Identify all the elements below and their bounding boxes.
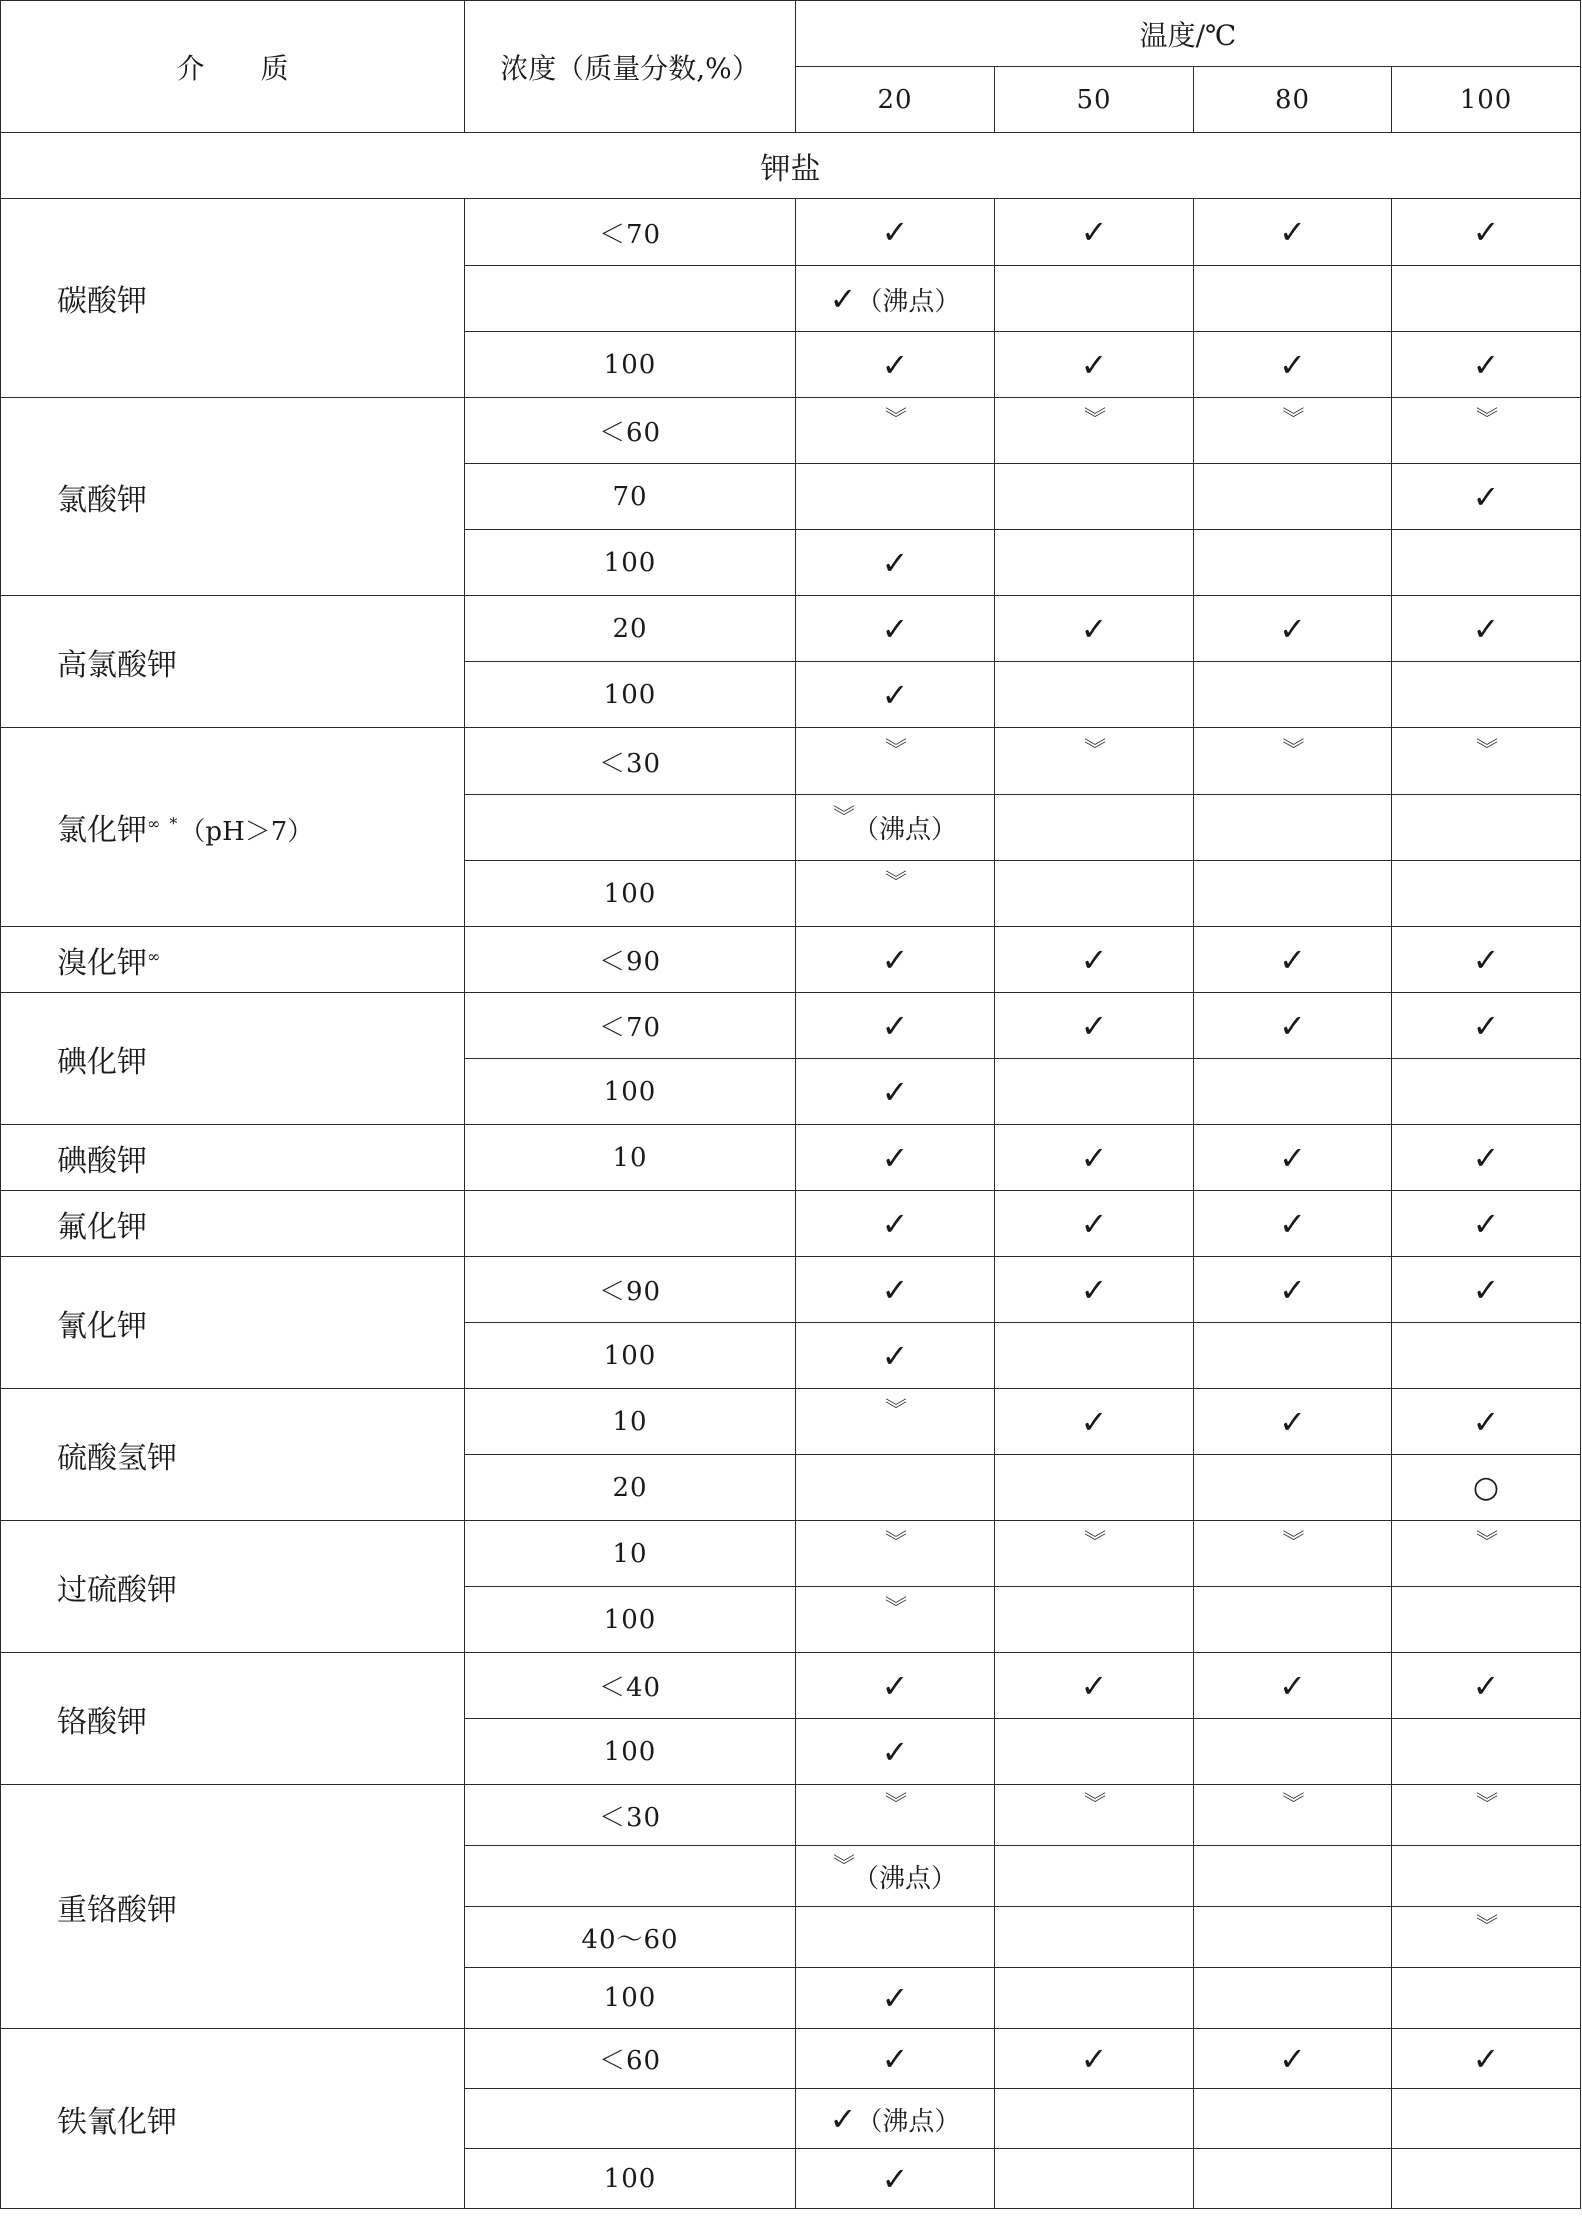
concentration-cell: 100 bbox=[465, 1323, 796, 1389]
rating-cell bbox=[995, 1257, 1194, 1323]
rating-cell bbox=[995, 993, 1194, 1059]
double-chevron-icon: ︾ bbox=[1282, 1530, 1303, 1555]
empty-cell bbox=[1194, 1846, 1392, 1907]
medium-name: 高氯酸钾 bbox=[57, 647, 177, 683]
empty-cell bbox=[995, 266, 1194, 332]
rating-cell bbox=[796, 993, 995, 1059]
rating-cell bbox=[796, 596, 995, 662]
rating-cell bbox=[796, 1907, 995, 1968]
empty-cell bbox=[1392, 795, 1581, 861]
medium-name: 铬酸钾 bbox=[57, 1704, 147, 1740]
rating-cell bbox=[1392, 199, 1581, 266]
check-mark-icon: ✓ bbox=[881, 1732, 909, 1771]
rating-cell bbox=[1392, 1191, 1581, 1257]
rating-cell bbox=[995, 1323, 1194, 1389]
rating-cell bbox=[1392, 1389, 1581, 1455]
concentration-cell: 20 bbox=[465, 596, 796, 662]
check-mark-icon: ✓ bbox=[881, 2159, 909, 2198]
table-row bbox=[1, 1785, 1581, 1846]
rating-cell bbox=[796, 662, 995, 728]
check-mark-icon: ✓ bbox=[1080, 1270, 1108, 1309]
header-temp-cell: 80 bbox=[1194, 67, 1392, 133]
check-mark-icon: ✓ bbox=[881, 1072, 909, 1111]
check-mark-icon: ✓ bbox=[1472, 1138, 1500, 1177]
medium-cell bbox=[1, 1521, 465, 1653]
rating-cell bbox=[1194, 1455, 1392, 1521]
check-mark-icon: ✓ bbox=[1080, 940, 1108, 979]
check-mark-icon: ✓ bbox=[1472, 1402, 1500, 1441]
table-row bbox=[1, 2029, 1581, 2089]
medium-note: （pH＞7） bbox=[179, 817, 314, 847]
medium-cell bbox=[1, 2029, 465, 2209]
concentration-cell bbox=[465, 795, 796, 861]
medium-cell bbox=[1, 199, 465, 398]
rating-cell bbox=[1194, 1785, 1392, 1846]
rating-cell bbox=[995, 199, 1194, 266]
rating-cell bbox=[1392, 1719, 1581, 1785]
rating-cell bbox=[796, 530, 995, 596]
circle-icon: ○ bbox=[1472, 1470, 1500, 1505]
rating-cell bbox=[1194, 1389, 1392, 1455]
medium-name: 铁氰化钾 bbox=[57, 2104, 177, 2140]
rating-cell bbox=[1194, 464, 1392, 530]
double-chevron-icon: ︾ bbox=[1476, 737, 1497, 763]
rating-cell bbox=[796, 728, 995, 795]
concentration-cell: ＜30 bbox=[465, 1785, 796, 1846]
table-row bbox=[1, 1191, 1581, 1257]
rating-cell bbox=[1392, 332, 1581, 398]
rating-cell bbox=[796, 1968, 995, 2029]
empty-cell bbox=[1392, 266, 1581, 332]
check-mark-icon: ✓ bbox=[881, 345, 909, 384]
check-mark-icon: ✓ bbox=[1472, 477, 1500, 516]
check-mark-icon: ✓ bbox=[1080, 2039, 1108, 2078]
boiling-point-cell bbox=[796, 2089, 995, 2149]
concentration-cell bbox=[465, 1191, 796, 1257]
boiling-point-label: （沸点） bbox=[853, 1863, 958, 1894]
concentration-cell: 100 bbox=[465, 2149, 796, 2209]
medium-cell bbox=[1, 1785, 465, 2029]
check-mark-icon: ✓ bbox=[881, 2039, 909, 2078]
rating-cell bbox=[1194, 1521, 1392, 1587]
rating-cell bbox=[1392, 1059, 1581, 1125]
rating-cell bbox=[796, 1125, 995, 1191]
rating-cell bbox=[796, 199, 995, 266]
double-chevron-icon: ︾ bbox=[884, 407, 905, 432]
rating-cell bbox=[1392, 1455, 1581, 1521]
check-mark-icon: ✓ bbox=[1279, 2039, 1306, 2078]
empty-cell bbox=[1392, 2089, 1581, 2149]
rating-cell bbox=[1392, 596, 1581, 662]
concentration-cell: 100 bbox=[465, 530, 796, 596]
check-mark-icon: ✓ bbox=[1279, 1270, 1306, 1309]
check-mark-icon: ✓ bbox=[881, 609, 909, 648]
rating-cell bbox=[1194, 1191, 1392, 1257]
rating-cell bbox=[1392, 1125, 1581, 1191]
medium-cell bbox=[1, 1257, 465, 1389]
rating-cell bbox=[995, 1719, 1194, 1785]
double-chevron-icon: ︾ bbox=[884, 1398, 905, 1423]
rating-cell bbox=[995, 596, 1194, 662]
check-mark-icon: ✓ bbox=[881, 543, 909, 582]
rating-cell bbox=[995, 1907, 1194, 1968]
boiling-point-label: （沸点） bbox=[856, 286, 961, 317]
double-chevron-icon: ︾ bbox=[884, 1791, 905, 1817]
empty-cell bbox=[1392, 1846, 1581, 1907]
rating-cell bbox=[796, 861, 995, 927]
concentration-cell bbox=[465, 2089, 796, 2149]
concentration-cell: 100 bbox=[465, 1587, 796, 1653]
header-temp-cell: 20 bbox=[796, 67, 995, 133]
rating-cell bbox=[1392, 1907, 1581, 1968]
table-body bbox=[1, 1, 1581, 2209]
rating-cell bbox=[1194, 199, 1392, 266]
rating-cell bbox=[1194, 927, 1392, 993]
rating-cell bbox=[995, 1455, 1194, 1521]
rating-cell bbox=[1194, 993, 1392, 1059]
double-chevron-icon: ︾ bbox=[1476, 407, 1497, 432]
check-mark-icon: ✓ bbox=[1080, 609, 1108, 648]
check-mark-icon: ✓ bbox=[1472, 345, 1500, 384]
medium-name: 碘酸钾 bbox=[57, 1143, 147, 1179]
check-mark-icon: ✓ bbox=[881, 1006, 909, 1045]
medium-cell bbox=[1, 1653, 465, 1785]
table-row bbox=[1, 728, 1581, 795]
table-row bbox=[1, 993, 1581, 1059]
concentration-cell: 10 bbox=[465, 1521, 796, 1587]
concentration-cell: ＜40 bbox=[465, 1653, 796, 1719]
check-mark-icon: ✓ bbox=[1279, 1666, 1306, 1705]
header-temperature: 温度/℃ bbox=[796, 1, 1581, 67]
check-mark-icon: ✓ bbox=[881, 1270, 909, 1309]
medium-name: 氯化钾 bbox=[57, 813, 147, 848]
rating-cell bbox=[1392, 993, 1581, 1059]
concentration-cell: ＜90 bbox=[465, 927, 796, 993]
table-row bbox=[1, 398, 1581, 464]
rating-cell bbox=[1392, 1257, 1581, 1323]
rating-cell bbox=[1194, 530, 1392, 596]
double-chevron-icon: ︾ bbox=[1282, 737, 1303, 763]
boiling-point-cell bbox=[796, 1846, 995, 1907]
concentration-cell: 100 bbox=[465, 662, 796, 728]
concentration-cell bbox=[465, 1846, 796, 1907]
medium-cell bbox=[1, 728, 465, 927]
medium-name: 氟化钾 bbox=[57, 1209, 147, 1245]
table-row bbox=[1, 1521, 1581, 1587]
rating-cell bbox=[1392, 1323, 1581, 1389]
concentration-cell: ＜60 bbox=[465, 2029, 796, 2089]
rating-cell bbox=[995, 332, 1194, 398]
rating-cell bbox=[995, 1785, 1194, 1846]
boiling-point-cell bbox=[796, 795, 995, 861]
check-mark-icon: ✓ bbox=[1279, 1402, 1306, 1441]
rating-cell bbox=[1194, 1719, 1392, 1785]
table-row bbox=[1, 1257, 1581, 1323]
rating-cell bbox=[995, 1521, 1194, 1587]
rating-cell bbox=[1392, 1587, 1581, 1653]
check-mark-icon: ✓ bbox=[1279, 940, 1306, 979]
rating-cell bbox=[1194, 1968, 1392, 2029]
concentration-cell: 70 bbox=[465, 464, 796, 530]
medium-name: 硫酸氢钾 bbox=[57, 1440, 177, 1476]
empty-cell bbox=[1194, 266, 1392, 332]
check-mark-icon: ✓ bbox=[1080, 1666, 1108, 1705]
rating-cell bbox=[995, 927, 1194, 993]
medium-name: 重铬酸钾 bbox=[57, 1892, 177, 1928]
rating-cell bbox=[1194, 1587, 1392, 1653]
check-mark-icon: ✓ bbox=[829, 279, 857, 318]
rating-cell bbox=[796, 1653, 995, 1719]
check-mark-icon: ✓ bbox=[1080, 1204, 1108, 1243]
medium-name: 氰化钾 bbox=[57, 1308, 147, 1344]
rating-cell bbox=[1194, 2029, 1392, 2089]
double-chevron-icon: ︾ bbox=[1282, 407, 1303, 432]
rating-cell bbox=[1392, 662, 1581, 728]
empty-cell bbox=[995, 795, 1194, 861]
rating-cell bbox=[1392, 1968, 1581, 2029]
rating-cell bbox=[1392, 927, 1581, 993]
check-mark-icon: ✓ bbox=[1279, 609, 1306, 648]
header-row bbox=[1, 1, 1581, 67]
medium-cell bbox=[1, 398, 465, 596]
concentration-cell: ＜30 bbox=[465, 728, 796, 795]
rating-cell bbox=[796, 1785, 995, 1846]
medium-footnote-mark: ∞ * bbox=[147, 814, 180, 833]
double-chevron-icon: ︾ bbox=[884, 870, 905, 895]
rating-cell bbox=[1392, 398, 1581, 464]
rating-cell bbox=[1194, 1323, 1392, 1389]
check-mark-icon: ✓ bbox=[1472, 1270, 1500, 1309]
rating-cell bbox=[995, 1125, 1194, 1191]
table-row bbox=[1, 1653, 1581, 1719]
double-chevron-icon: ︾ bbox=[1476, 1791, 1497, 1817]
rating-cell bbox=[995, 728, 1194, 795]
rating-cell bbox=[796, 1257, 995, 1323]
check-mark-icon: ✓ bbox=[881, 1666, 909, 1705]
rating-cell bbox=[995, 1389, 1194, 1455]
rating-cell bbox=[995, 662, 1194, 728]
check-mark-icon: ✓ bbox=[1472, 609, 1500, 648]
table-row bbox=[1, 1125, 1581, 1191]
table-row bbox=[1, 927, 1581, 993]
boiling-point-label: （沸点） bbox=[853, 815, 958, 845]
check-mark-icon: ✓ bbox=[881, 1979, 909, 2017]
check-mark-icon: ✓ bbox=[1080, 1402, 1108, 1441]
check-mark-icon: ✓ bbox=[881, 1204, 909, 1243]
medium-cell bbox=[1, 1389, 465, 1521]
rating-cell bbox=[995, 1587, 1194, 1653]
check-mark-icon: ✓ bbox=[881, 213, 909, 251]
table-row bbox=[1, 596, 1581, 662]
double-chevron-icon: ︾ bbox=[832, 1853, 853, 1879]
rating-cell bbox=[796, 1323, 995, 1389]
rating-cell bbox=[1392, 2029, 1581, 2089]
concentration-cell: 100 bbox=[465, 1059, 796, 1125]
concentration-cell: ＜70 bbox=[465, 199, 796, 266]
rating-cell bbox=[995, 2029, 1194, 2089]
check-mark-icon: ✓ bbox=[1279, 1006, 1306, 1045]
medium-cell bbox=[1, 993, 465, 1125]
medium-name: 碳酸钾 bbox=[57, 284, 147, 319]
rating-cell bbox=[1194, 398, 1392, 464]
rating-cell bbox=[796, 1719, 995, 1785]
rating-cell bbox=[995, 2149, 1194, 2209]
check-mark-icon: ✓ bbox=[1472, 2039, 1500, 2078]
rating-cell bbox=[796, 464, 995, 530]
concentration-cell: ＜70 bbox=[465, 993, 796, 1059]
check-mark-icon: ✓ bbox=[881, 675, 909, 714]
check-mark-icon: ✓ bbox=[1279, 213, 1306, 251]
section-title: 钾盐 bbox=[1, 133, 1581, 199]
concentration-cell: 100 bbox=[465, 1719, 796, 1785]
boiling-point-label: （沸点） bbox=[856, 2106, 961, 2137]
double-chevron-icon: ︾ bbox=[1083, 1530, 1104, 1555]
concentration-cell bbox=[465, 266, 796, 332]
header-concentration: 浓度（质量分数,%） bbox=[465, 1, 796, 133]
rating-cell bbox=[995, 861, 1194, 927]
rating-cell bbox=[1194, 332, 1392, 398]
medium-cell bbox=[1, 1191, 465, 1257]
check-mark-icon: ✓ bbox=[1080, 1006, 1108, 1045]
header-temp-cell: 50 bbox=[995, 67, 1194, 133]
double-chevron-icon: ︾ bbox=[1476, 1913, 1497, 1939]
medium-footnote-mark: ∞ bbox=[147, 946, 163, 966]
rating-cell bbox=[1194, 1059, 1392, 1125]
rating-cell bbox=[1194, 1653, 1392, 1719]
double-chevron-icon: ︾ bbox=[884, 1596, 905, 1621]
rating-cell bbox=[796, 1521, 995, 1587]
rating-cell bbox=[1392, 861, 1581, 927]
check-mark-icon: ✓ bbox=[829, 2099, 857, 2138]
double-chevron-icon: ︾ bbox=[884, 1530, 905, 1555]
rating-cell bbox=[995, 530, 1194, 596]
check-mark-icon: ✓ bbox=[1472, 1006, 1500, 1045]
rating-cell bbox=[1392, 2149, 1581, 2209]
boiling-point-cell bbox=[796, 266, 995, 332]
check-mark-icon: ✓ bbox=[1080, 1138, 1108, 1177]
check-mark-icon: ✓ bbox=[881, 940, 909, 979]
rating-cell bbox=[796, 1059, 995, 1125]
medium-name: 碘化钾 bbox=[57, 1044, 147, 1080]
section-row bbox=[1, 133, 1581, 199]
empty-cell bbox=[995, 1846, 1194, 1907]
rating-cell bbox=[1194, 662, 1392, 728]
check-mark-icon: ✓ bbox=[1080, 213, 1108, 251]
medium-cell bbox=[1, 1125, 465, 1191]
header-temp-cell: 100 bbox=[1392, 67, 1581, 133]
double-chevron-icon: ︾ bbox=[1282, 1791, 1303, 1817]
table-row bbox=[1, 1389, 1581, 1455]
rating-cell bbox=[1194, 1125, 1392, 1191]
empty-cell bbox=[1194, 2089, 1392, 2149]
empty-cell bbox=[1194, 795, 1392, 861]
rating-cell bbox=[796, 2149, 995, 2209]
rating-cell bbox=[995, 1968, 1194, 2029]
rating-cell bbox=[1392, 464, 1581, 530]
rating-cell bbox=[1194, 1907, 1392, 1968]
rating-cell bbox=[1194, 2149, 1392, 2209]
rating-cell bbox=[1392, 728, 1581, 795]
rating-cell bbox=[796, 1455, 995, 1521]
rating-cell bbox=[1194, 728, 1392, 795]
rating-cell bbox=[995, 1191, 1194, 1257]
rating-cell bbox=[995, 1059, 1194, 1125]
concentration-cell: 10 bbox=[465, 1125, 796, 1191]
check-mark-icon: ✓ bbox=[1472, 1204, 1500, 1243]
concentration-cell: 40～60 bbox=[465, 1907, 796, 1968]
rating-cell bbox=[995, 464, 1194, 530]
rating-cell bbox=[796, 332, 995, 398]
check-mark-icon: ✓ bbox=[1080, 345, 1108, 384]
concentration-cell: ＜90 bbox=[465, 1257, 796, 1323]
double-chevron-icon: ︾ bbox=[884, 737, 905, 763]
medium-name: 过硫酸钾 bbox=[57, 1572, 177, 1608]
double-chevron-icon: ︾ bbox=[1083, 1791, 1104, 1817]
rating-cell bbox=[1194, 1257, 1392, 1323]
check-mark-icon: ✓ bbox=[1279, 345, 1306, 384]
rating-cell bbox=[1194, 861, 1392, 927]
concentration-cell: 100 bbox=[465, 861, 796, 927]
rating-cell bbox=[796, 927, 995, 993]
check-mark-icon: ✓ bbox=[1472, 940, 1500, 979]
rating-cell bbox=[796, 1191, 995, 1257]
medium-name: 氯酸钾 bbox=[57, 482, 147, 518]
double-chevron-icon: ︾ bbox=[1476, 1530, 1497, 1555]
rating-cell bbox=[1194, 596, 1392, 662]
header-medium: 介 质 bbox=[1, 1, 465, 133]
rating-cell bbox=[796, 1587, 995, 1653]
concentration-cell: ＜60 bbox=[465, 398, 796, 464]
concentration-cell: 100 bbox=[465, 332, 796, 398]
check-mark-icon: ✓ bbox=[1279, 1138, 1306, 1177]
table-row bbox=[1, 199, 1581, 266]
concentration-cell: 100 bbox=[465, 1968, 796, 2029]
concentration-cell: 10 bbox=[465, 1389, 796, 1455]
medium-name: 溴化钾 bbox=[57, 945, 147, 981]
rating-cell bbox=[995, 398, 1194, 464]
rating-cell bbox=[1392, 1521, 1581, 1587]
rating-cell bbox=[1392, 1785, 1581, 1846]
double-chevron-icon: ︾ bbox=[1083, 407, 1104, 432]
empty-cell bbox=[995, 2089, 1194, 2149]
check-mark-icon: ✓ bbox=[881, 1138, 909, 1177]
medium-cell bbox=[1, 596, 465, 728]
rating-cell bbox=[796, 1389, 995, 1455]
check-mark-icon: ✓ bbox=[1472, 1666, 1500, 1705]
rating-cell bbox=[796, 398, 995, 464]
double-chevron-icon: ︾ bbox=[1083, 737, 1104, 763]
double-chevron-icon: ︾ bbox=[832, 805, 853, 830]
check-mark-icon: ✓ bbox=[881, 1336, 909, 1375]
rating-cell bbox=[1392, 1653, 1581, 1719]
medium-cell bbox=[1, 927, 465, 993]
check-mark-icon: ✓ bbox=[1279, 1204, 1306, 1243]
rating-cell bbox=[1392, 530, 1581, 596]
rating-cell bbox=[796, 2029, 995, 2089]
rating-cell bbox=[995, 1653, 1194, 1719]
concentration-cell: 20 bbox=[465, 1455, 796, 1521]
check-mark-icon: ✓ bbox=[1472, 213, 1500, 251]
